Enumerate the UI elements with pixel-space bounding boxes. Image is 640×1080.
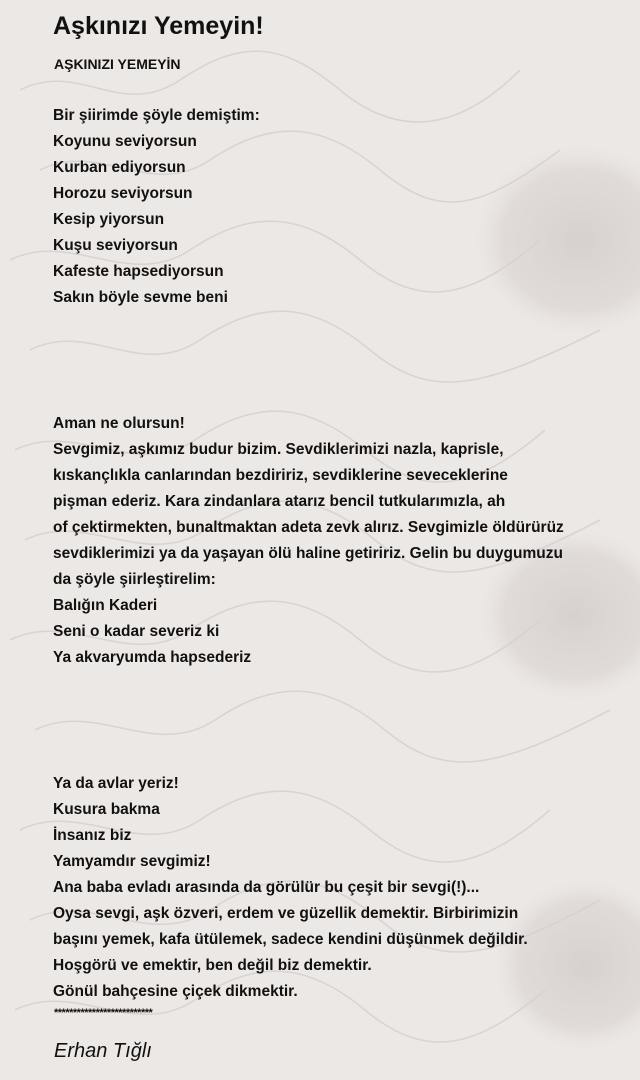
poem-line: Kurban ediyorsun	[53, 159, 186, 176]
poem-line: Kafeste hapsediyorsun	[53, 263, 224, 280]
poem-line: Sakın böyle sevme beni	[53, 289, 228, 306]
author-name: Erhan Tığlı	[54, 1040, 152, 1062]
poem-line: İnsanız biz	[53, 827, 132, 844]
poem-line: Gönül bahçesine çiçek dikmektir.	[53, 983, 298, 1000]
poem-line: of çektirmekten, bunaltmaktan adeta zevk alırız. Sevgimizle öldürürüz	[53, 519, 564, 536]
poem-line: Sevgimiz, aşkımız budur bizim. Sevdiklerimizi nazla, kaprisle,	[53, 441, 504, 458]
poem-line: Bir şiirimde şöyle demiştim:	[53, 107, 260, 124]
poem-line: kıskançlıkla canlarından bezdiririz, sevdiklerine seveceklerine	[53, 467, 508, 484]
poem-line: sevdiklerimizi ya da yaşayan ölü haline getiririz. Gelin bu duygumuzu	[53, 545, 563, 562]
poem-line: Kusura bakma	[53, 801, 160, 818]
poem-line: Koyunu seviyorsun	[53, 133, 197, 150]
stanza-3	[53, 771, 528, 1005]
poem-line: Ya akvaryumda hapsederiz	[53, 649, 252, 666]
poem-line: Kuşu seviyorsun	[53, 237, 178, 254]
poem-line: Ana baba evladı arasında da görülür bu çeşit bir sevgi(!)...	[53, 879, 480, 896]
poem-line: Hoşgörü ve emektir, ben değil biz demektir.	[53, 957, 372, 974]
poem-line: pişman ederiz. Kara zindanlara atarız bencil tutkularımızla, ah	[53, 493, 506, 510]
poem-line: Kesip yiyorsun	[53, 211, 165, 228]
poem-line: Oysa sevgi, aşk özveri, erdem ve güzellik demektir. Birbirimizin	[53, 905, 519, 922]
poem-line: Yamyamdır sevgimiz!	[53, 853, 211, 870]
poem-line: Ya da avlar yeriz!	[53, 775, 179, 792]
stanza-2	[53, 411, 564, 671]
poem-line: da şöyle şiirleştirelim:	[53, 571, 216, 588]
stanza-1	[53, 103, 260, 311]
poem-line: başını yemek, kafa ütülemek, sadece kendini düşünmek değildir.	[53, 931, 528, 948]
poem-line: Balığın Kaderi	[53, 597, 158, 614]
poem-line: Seni o kadar severiz ki	[53, 623, 220, 640]
poem-line: Aman ne olursun!	[53, 415, 185, 432]
poem-line: Horozu seviyorsun	[53, 185, 193, 202]
page-title: Aşkınızı Yemeyin!	[53, 12, 264, 40]
poem-subtitle: AŞKINIZI YEMEYİN	[54, 56, 181, 72]
separator-stars: **************************	[54, 1007, 153, 1019]
